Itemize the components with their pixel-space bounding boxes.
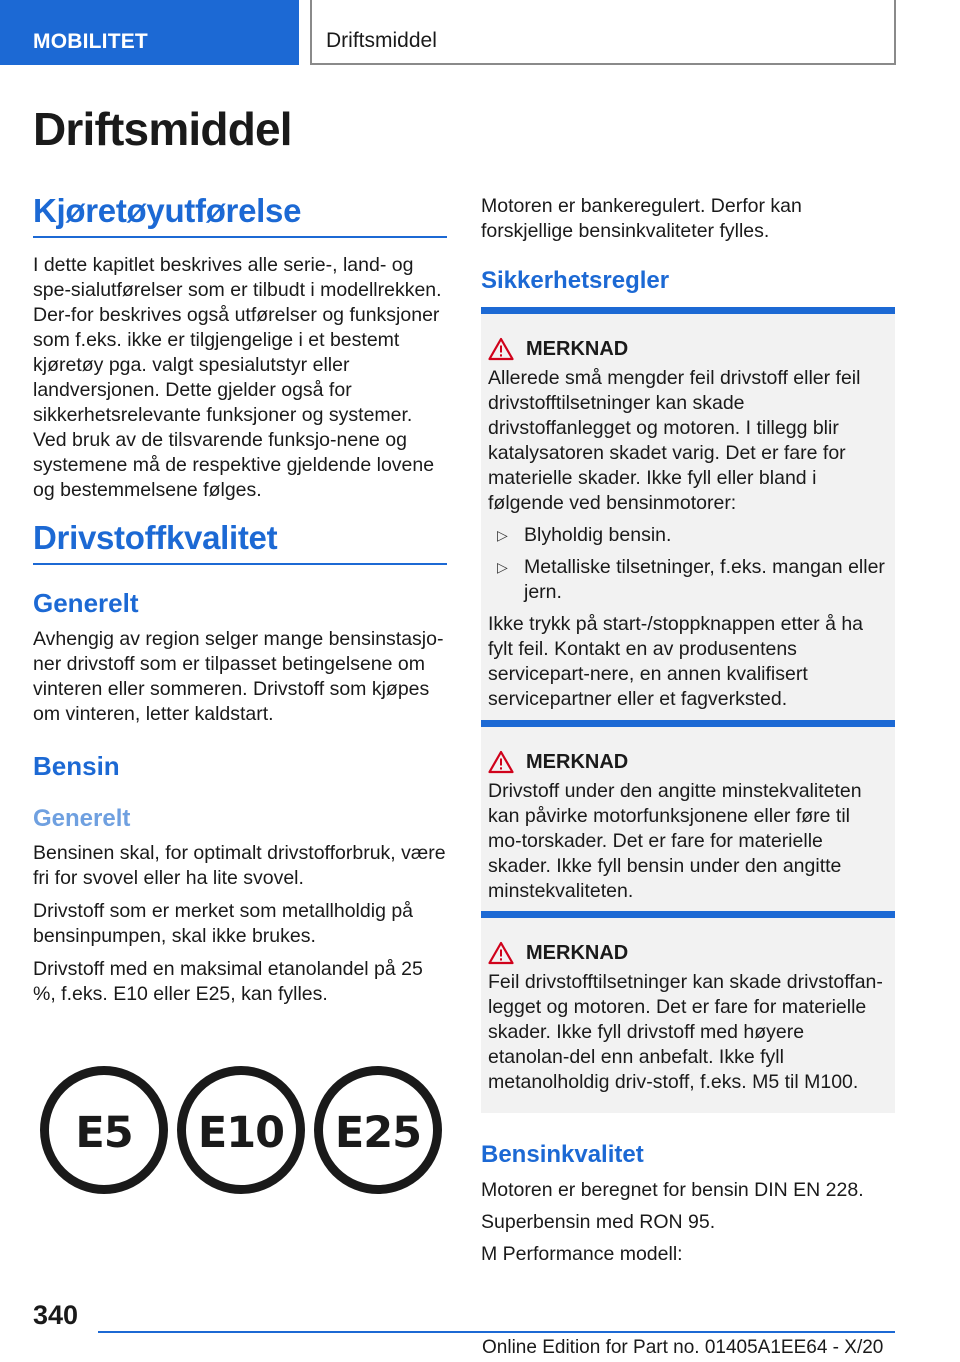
badge-e25-label: E25 [334, 1108, 422, 1158]
warning-icon [488, 941, 514, 965]
note-1-bullet-text: Blyholdig bensin. [524, 524, 672, 546]
chapter-tab: Driftsmiddel [310, 0, 896, 65]
paragraph-quality-2: Superbensin med RON 95. [481, 1211, 716, 1233]
note-2-title: MERKNAD [526, 750, 629, 773]
note-1-bullet [488, 523, 885, 548]
page-title: Driftsmiddel [33, 103, 292, 155]
note-1-text-2: Ikke trykk på start-/stoppknappen etter å ha fylt feil. Kontakt en av produsentens servicepart-nere, en annen kvalifisert servicepartner eller et fagverksted. [488, 613, 864, 710]
note-1-bullet [488, 555, 885, 605]
ethanol-badges [40, 1066, 445, 1204]
badge-e25 [314, 1066, 442, 1194]
note-2 [481, 720, 895, 924]
note-1-text: Allerede små mengder feil drivstoff eller feil drivstofftilsetninger kan skade drivstoffanlegget og motoren. I tillegg blir katalysatoren skadet varig. Det er fare for materielle skader. Ikke fyll eller bland i følgende ved bensinmotorer: [488, 367, 861, 514]
paragraph-petrol-2: Drivstoff som er merket som metallholdig på bensinpumpen, skal ikke brukes. [33, 900, 414, 947]
note-3-text: Feil drivstofftilsetninger kan skade drivstoffan-legget og motoren. Det er fare for materielle skader. Ikke fyll drivstoff med høyere etanolan-del enn anbefalt. Ikke fyll metanolholdig driv-stoff, f.eks. M5 til M100. [488, 971, 883, 1093]
heading-petrol-general: Generelt [33, 805, 131, 832]
note-1-bullet-text: Metalliske tilsetninger, f.eks. mangan eller jern. [524, 556, 885, 603]
triangle-bullet-icon: ▷ [497, 559, 508, 575]
footer-divider [98, 1331, 895, 1333]
page-number: 340 [33, 1300, 79, 1330]
badge-e5-label: E5 [75, 1108, 133, 1158]
paragraph-quality-3: M Performance modell: [481, 1243, 683, 1265]
heading-petrol-quality: Bensinkvalitet [481, 1141, 644, 1168]
badge-e5 [40, 1066, 168, 1194]
badge-e10-label: E10 [197, 1108, 285, 1158]
heading-general: Generelt [33, 588, 139, 618]
note-2-text: Drivstoff under den angitte minstekvaliteten kan påvirke motorfunksjonene eller føre til mo-torskader. Det er fare for materielle skader. Ikke fyll bensin under den angitte minstekvaliteten. [488, 780, 862, 902]
heading-fuel-quality: Drivstoffkvalitet [33, 519, 447, 565]
heading-safety: Sikkerhetsregler [481, 267, 670, 294]
warning-icon [488, 337, 514, 361]
section-tab: MOBILITET [0, 0, 299, 65]
paragraph-quality-1: Motoren er beregnet for bensin DIN EN 228. [481, 1179, 864, 1201]
paragraph-petrol-1: Bensinen skal, for optimalt drivstofforbruk, være fri for svovel eller ha lite svovel. [33, 842, 446, 889]
note-3 [481, 911, 895, 1113]
paragraph-knock: Motoren er bankeregulert. Derfor kan forskjellige bensinkvaliteter fylles. [481, 195, 802, 242]
note-1-title: MERKNAD [526, 337, 629, 360]
warning-icon [488, 750, 514, 774]
triangle-bullet-icon: ▷ [497, 527, 508, 543]
paragraph-vehicle: I dette kapitlet beskrives alle serie-, land- og spe-sialutførelser som er tilbudt i modellrekken. Der-for beskrives også utførelser og funksjoner som f.eks. ikke er tilgjengelige i et bestemt kjøretøy pga. valgt spesialutstyr eller landversjonen. Dette gjelder også for sikkerhetsrelevante funksjoner og systemer. Ved bruk av de tilsvarende funksjo-nene og systemene må de respektive gjeldende lovene og bestemmelsene følges. [33, 254, 442, 501]
footer-edition: Online Edition for Part no. 01405A1EE64 - X/20 [482, 1337, 884, 1358]
note-3-title: MERKNAD [526, 941, 629, 964]
paragraph-petrol-3: Drivstoff med en maksimal etanolandel på 25 %, f.eks. E10 eller E25, kan fylles. [33, 958, 423, 1005]
badge-e10 [177, 1066, 305, 1194]
heading-petrol: Bensin [33, 751, 120, 781]
note-1 [481, 307, 895, 726]
heading-vehicle: Kjøretøyutførelse [33, 192, 447, 238]
paragraph-general: Avhengig av region selger mange bensinstasjo-ner drivstoff som er tilpasset betingelsene om vinteren eller sommeren. Drivstoff som kjøpes om vinteren, letter kaldstart. [33, 628, 444, 725]
